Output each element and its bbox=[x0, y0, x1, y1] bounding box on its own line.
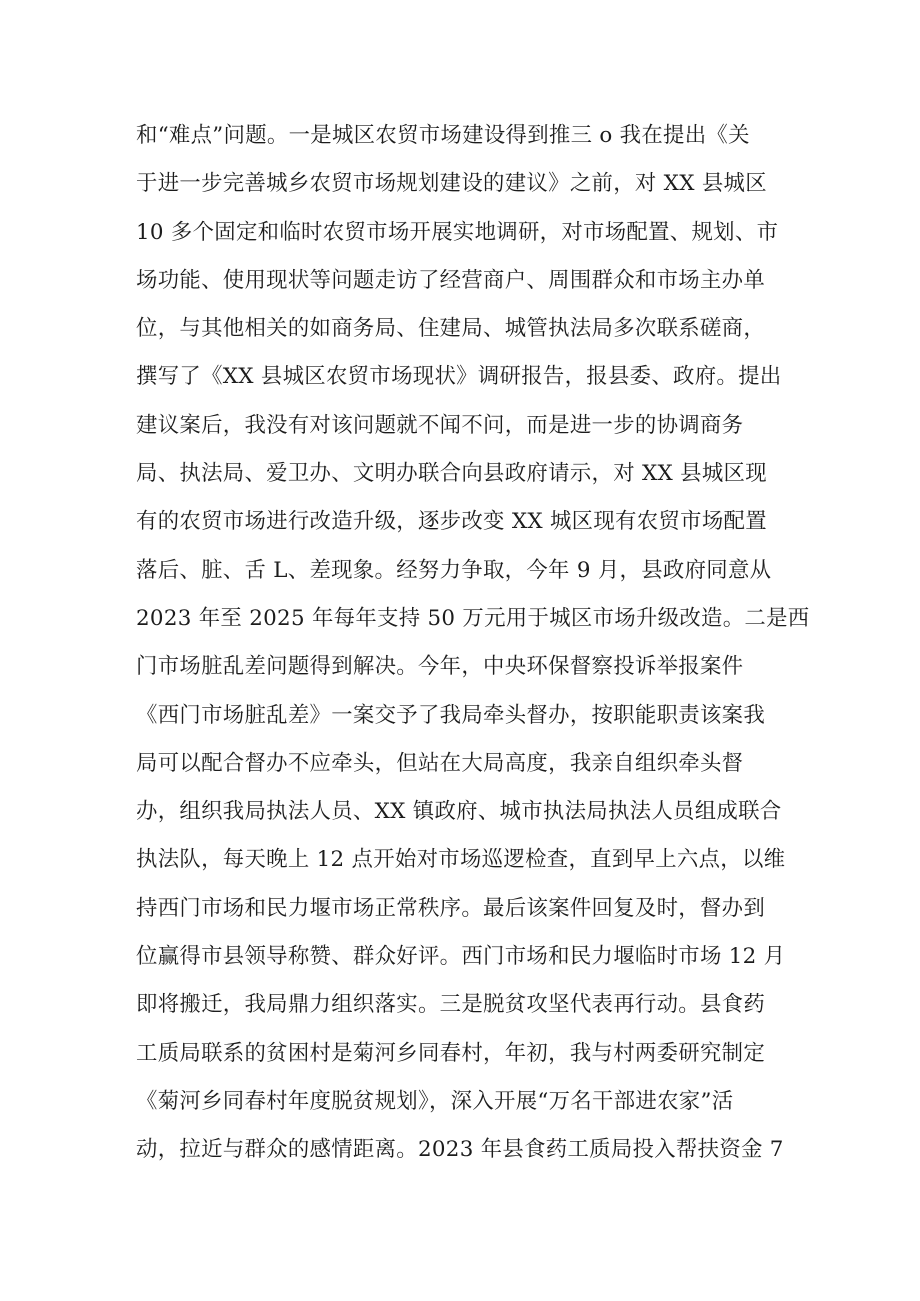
text-line: 10 多个固定和临时农贸市场开展实地调研，对市场配置、规划、市 bbox=[136, 219, 779, 245]
text-line: 建议案后，我没有对该问题就不闻不问，而是进一步的协调商务 bbox=[136, 412, 744, 438]
text-line: 场功能、使用现状等问题走访了经营商户、周围群众和市场主办单 bbox=[136, 267, 766, 293]
text-line: 位，与其他相关的如商务局、住建局、城管执法局多次联系磋商， bbox=[136, 316, 766, 342]
text-line: 持西门市场和民力堰市场正常秩序。最后该案件回复及时，督办到 bbox=[136, 895, 766, 921]
text-line: 办，组织我局执法人员、XX 镇政府、城市执法局执法人员组成联合 bbox=[136, 799, 782, 825]
text-line: 即将搬迁，我局鼎力组织落实。三是脱贫攻坚代表再行动。县食药 bbox=[136, 992, 766, 1018]
text-line: 局、执法局、爱卫办、文明办联合向县政府请示，对 XX 县城区现 bbox=[136, 461, 767, 487]
text-line: 执法队，每天晚上 12 点开始对市场巡逻检查，直到早上六点，以维 bbox=[136, 847, 786, 873]
text-line: 撰写了《XX 县城区农贸市场现状》调研报告，报县委、政府。提出 bbox=[136, 364, 782, 390]
text-line: 有的农贸市场进行改造升级，逐步改变 XX 城区现有农贸市场配置 bbox=[136, 509, 767, 535]
text-line: 《菊河乡同春村年度脱贫规划》，深入开展“万名干部进农家”活 bbox=[136, 1088, 734, 1114]
body-paragraph bbox=[136, 112, 810, 1175]
text-line: 于进一步完善城乡农贸市场规划建设的建议》之前，对 XX 县城区 bbox=[136, 171, 767, 197]
text-line: 门市场脏乱差问题得到解决。今年，中央环保督察投诉举报案件 bbox=[136, 654, 744, 680]
text-line: 2023 年至 2025 年每年支持 50 万元用于城区市场升级改造。二是西 bbox=[136, 605, 810, 631]
text-line: 《西门市场脏乱差》一案交予了我局牵头督办，按职能职责该案我 bbox=[136, 702, 766, 728]
text-line: 和“难点”问题。一是城区农贸市场建设得到推三 o 我在提出《关 bbox=[136, 123, 750, 148]
text-line: 动，拉近与群众的感情距离。2023 年县食药工质局投入帮扶资金 7 bbox=[136, 1137, 784, 1163]
text-line: 工质局联系的贫困村是菊河乡同春村，年初，我与村两委研究制定 bbox=[136, 1040, 766, 1066]
text-line: 位赢得市县领导称赞、群众好评。西门市场和民力堰临时市场 12 月 bbox=[136, 944, 786, 970]
text-line: 落后、脏、舌 L、差现象。经努力争取，今年 9 月，县政府同意从 bbox=[136, 557, 772, 583]
text-line: 局可以配合督办不应牵头，但站在大局高度，我亲自组织牵头督 bbox=[136, 750, 744, 776]
